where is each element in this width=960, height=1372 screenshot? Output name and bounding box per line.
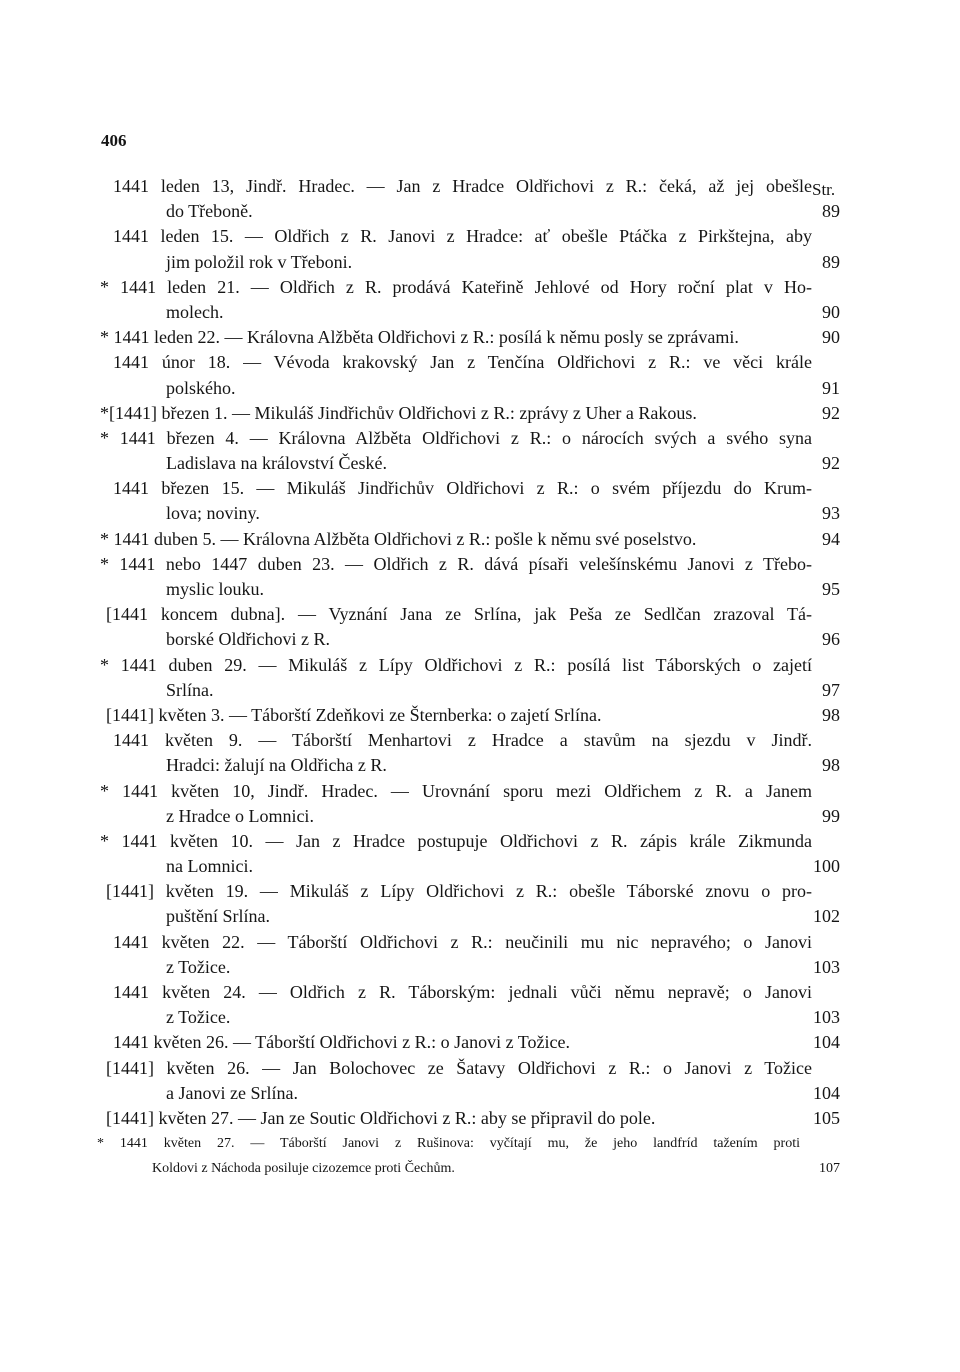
- entry-text: [1441] květen 27. — Jan ze Soutic Oldřichovi z R.: aby se připravil do pole.: [106, 1107, 656, 1128]
- page-reference: 104: [813, 1032, 840, 1053]
- entry-text: * 1441 květen 10, Jindř. Hradec. — Urovnání sporu mezi Oldřichem z R. a Janem: [100, 780, 812, 801]
- entry-text: polského.: [166, 377, 236, 398]
- entry-continuation-line: [0, 199, 960, 224]
- list-item: [0, 980, 960, 1030]
- entry-text: 1441 květen 9. — Táborští Menhartovi z Hradce a stavům na sjezdu v Jindř.: [113, 730, 812, 751]
- page-number: 406: [101, 131, 127, 150]
- entry-first-line: [0, 1030, 960, 1055]
- entry-continuation-line: [0, 376, 960, 401]
- entry-continuation-line: [0, 804, 960, 829]
- entry-continuation-line: [0, 627, 960, 652]
- entry-text: Hradci: žalují na Oldřicha z R.: [166, 755, 387, 776]
- list-item: [0, 401, 960, 426]
- list-item: [0, 602, 960, 652]
- page-reference: 92: [822, 453, 840, 474]
- entry-first-line: [0, 325, 960, 350]
- entry-first-line: [0, 980, 960, 1005]
- list-item: [0, 224, 960, 274]
- list-item: [0, 879, 960, 929]
- page-reference: 94: [822, 528, 840, 549]
- entry-continuation-line: [0, 1081, 960, 1106]
- entry-text: z Tožice.: [166, 956, 231, 977]
- entry-continuation-line: [0, 451, 960, 476]
- entry-first-line: [0, 653, 960, 678]
- entry-text: molech.: [166, 301, 224, 322]
- page-reference: 107: [819, 1161, 840, 1177]
- entry-text: * 1441 květen 10. — Jan z Hradce postupuje Oldřichovi z R. zápis krále Zikmunda: [100, 830, 812, 851]
- page-reference: 104: [813, 1082, 840, 1103]
- list-item: [0, 325, 960, 350]
- page-reference: 99: [822, 805, 840, 826]
- list-item: [0, 1030, 960, 1055]
- page-reference: 90: [822, 327, 840, 348]
- entry-text: Ladislava na království České.: [166, 453, 387, 474]
- entry-first-line: [0, 275, 960, 300]
- entry-first-line: [0, 703, 960, 728]
- entry-first-line: [0, 1131, 960, 1156]
- entry-text: myslic louku.: [166, 579, 264, 599]
- list-item: [0, 653, 960, 703]
- entry-continuation-line: [0, 753, 960, 778]
- list-item: [0, 1131, 960, 1181]
- page-reference: 95: [822, 579, 840, 599]
- entry-first-line: [0, 552, 960, 577]
- entry-first-line: [0, 728, 960, 753]
- entry-first-line: [0, 930, 960, 955]
- entry-text: [1441] květen 3. — Táborští Zdeňkovi ze Šternberka: o zajetí Srlína.: [106, 704, 602, 725]
- page-reference: 91: [822, 377, 840, 398]
- entry-text: [1441] květen 26. — Jan Bolochovec ze Šatavy Oldřichovi z R.: o Janovi z Tožice: [106, 1057, 812, 1078]
- entry-text: jim položil rok v Třeboni.: [166, 251, 353, 272]
- entry-first-line: [0, 829, 960, 854]
- entry-text: 1441 březen 15. — Mikuláš Jindřichův Oldřichovi z R.: o svém příjezdu do Krum-: [113, 478, 812, 499]
- entry-text: 1441 únor 18. — Vévoda krakovský Jan z Tenčína Oldřichovi z R.: ve věci krále: [113, 352, 812, 373]
- entry-continuation-line: [0, 904, 960, 929]
- entry-text: Koldovi z Náchoda posiluje cizozemce proti Čechům.: [152, 1161, 455, 1177]
- entry-text: 1441 květen 22. — Táborští Oldřichovi z R.: neučinili mu nic nepravého; o Janovi: [113, 931, 812, 952]
- entry-first-line: [0, 879, 960, 904]
- list-item: [0, 476, 960, 526]
- entry-continuation-line: [0, 678, 960, 703]
- list-item: [0, 426, 960, 476]
- entry-text: * 1441 březen 4. — Královna Alžběta Oldřichovi z R.: o nárocích svých a svého syna: [100, 427, 812, 448]
- list-item: [0, 1056, 960, 1106]
- entry-continuation-line: [0, 955, 960, 980]
- page-reference: 89: [822, 251, 840, 272]
- entry-first-line: [0, 527, 960, 552]
- entry-continuation-line: [0, 854, 960, 879]
- entry-first-line: [0, 224, 960, 249]
- entry-text: * 1441 leden 21. — Oldřich z R. prodává Kateřině Jehlové od Hory roční plat v Ho-: [100, 276, 812, 297]
- entry-first-line: [0, 174, 960, 199]
- entry-first-line: [0, 350, 960, 375]
- list-item: [0, 275, 960, 325]
- list-item: [0, 527, 960, 552]
- entry-text: 1441 leden 13, Jindř. Hradec. — Jan z Hradce Oldřichovi z R.: čeká, až jej obešle: [113, 176, 812, 196]
- entry-text: * 1441 duben 29. — Mikuláš z Lípy Oldřichovi z R.: posílá list Táborských o zajetí: [100, 654, 812, 675]
- entry-continuation-line: [0, 1156, 960, 1181]
- page-reference: 93: [822, 503, 840, 524]
- page-reference: 92: [822, 402, 840, 423]
- page-reference: 105: [813, 1107, 840, 1128]
- entry-continuation-line: [0, 1005, 960, 1030]
- entry-text: 1441 květen 24. — Oldřich z R. Táborským: jednali vůči němu nepravě; o Janovi: [113, 982, 812, 1002]
- list-item: [0, 829, 960, 879]
- entry-text: [1441] květen 19. — Mikuláš z Lípy Oldřichovi z R.: obešle Táborské znovu o pro-: [106, 881, 812, 902]
- list-item: [0, 779, 960, 829]
- entry-text: * 1441 květen 27. — Táborští Janovi z Rušinova: vyčítají mu, že jeho landfríd tažením proti: [97, 1136, 800, 1152]
- page-reference: 90: [822, 301, 840, 322]
- page-reference: 89: [822, 201, 840, 222]
- entry-first-line: [0, 401, 960, 426]
- entry-list: [0, 174, 960, 1182]
- list-item: [0, 728, 960, 778]
- page-reference: 98: [822, 755, 840, 776]
- list-item: [0, 552, 960, 602]
- page-reference: 100: [813, 856, 840, 877]
- list-item: [0, 174, 960, 224]
- list-item: [0, 930, 960, 980]
- entry-first-line: [0, 1106, 960, 1131]
- page-reference: 102: [813, 906, 840, 927]
- entry-continuation-line: [0, 250, 960, 275]
- entry-text: do Třeboně.: [166, 201, 253, 222]
- entry-first-line: [0, 1056, 960, 1081]
- list-item: [0, 1106, 960, 1131]
- entry-text: z Hradce o Lomnici.: [166, 805, 314, 826]
- entry-text: Srlína.: [166, 679, 214, 700]
- entry-text: lova; noviny.: [166, 503, 260, 524]
- entry-first-line: [0, 602, 960, 627]
- entry-text: puštění Srlína.: [166, 906, 270, 927]
- entry-continuation-line: [0, 501, 960, 526]
- entry-text: 1441 květen 26. — Táborští Oldřichovi z R.: o Janovi z Tožice.: [113, 1032, 570, 1053]
- entry-first-line: [0, 476, 960, 501]
- entry-text: * 1441 nebo 1447 duben 23. — Oldřich z R. dává písaři velešínskému Janovi z Třebo-: [100, 553, 812, 574]
- page-reference: 103: [813, 956, 840, 977]
- entry-text: [1441 koncem dubna]. — Vyznání Jana ze Srlína, jak Peša ze Sedlčan zrazoval Tá-: [106, 604, 812, 625]
- entry-text: a Janovi ze Srlína.: [166, 1082, 298, 1103]
- page-reference: 96: [822, 629, 840, 650]
- entry-continuation-line: [0, 577, 960, 602]
- entry-text: borské Oldřichovi z R.: [166, 629, 330, 650]
- page-reference: 98: [822, 704, 840, 725]
- entry-first-line: [0, 779, 960, 804]
- entry-text: *[1441] březen 1. — Mikuláš Jindřichův Oldřichovi z R.: zprávy z Uher a Rakous.: [100, 402, 697, 423]
- entry-text: z Tožice.: [166, 1007, 231, 1028]
- entry-first-line: [0, 426, 960, 451]
- page-reference: 97: [822, 679, 840, 700]
- entry-continuation-line: [0, 300, 960, 325]
- page-reference: 103: [813, 1007, 840, 1028]
- entry-text: 1441 leden 15. — Oldřich z R. Janovi z Hradce: ať obešle Ptáčka z Pirkštejna, aby: [113, 226, 812, 247]
- list-item: [0, 703, 960, 728]
- entry-text: * 1441 leden 22. — Královna Alžběta Oldřichovi z R.: posílá k němu posly se zprávami.: [100, 327, 739, 348]
- entry-text: na Lomnici.: [166, 856, 253, 877]
- entry-text: * 1441 duben 5. — Královna Alžběta Oldřichovi z R.: pošle k němu své poselstvo.: [100, 528, 697, 549]
- page-column-label: Str.: [812, 180, 836, 199]
- list-item: [0, 350, 960, 400]
